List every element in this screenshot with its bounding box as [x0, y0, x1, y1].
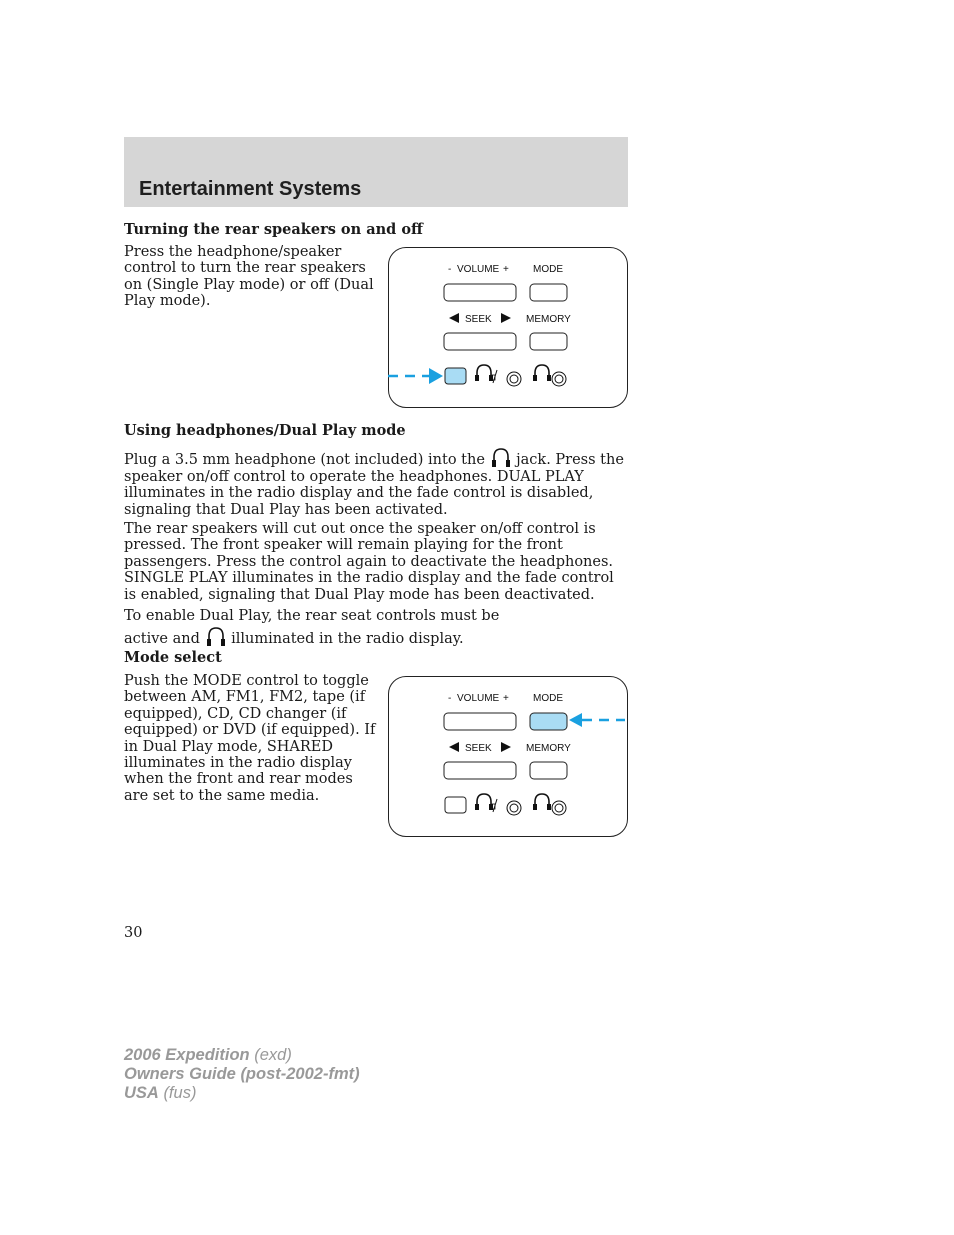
headphone-icon [533, 794, 551, 810]
dual-play-p3-start: To enable Dual Play, the rear seat controls must be active and [124, 608, 500, 647]
volume-plus-label: + [503, 693, 509, 704]
rear-controls-diagram-mode [388, 676, 628, 837]
footer-guide: Owners Guide (post-2002-fmt) [124, 1065, 360, 1083]
footer-line-1 [124, 1046, 360, 1065]
rear-speakers-paragraph: Press the headphone/speaker control to turn the rear speakers on (Single Play mode) or off (Dual Play mode). [124, 244, 374, 310]
footer-market-code: (fus) [163, 1084, 197, 1102]
memory-button[interactable] [530, 762, 567, 779]
seek-button[interactable] [444, 333, 516, 350]
volume-button[interactable] [444, 713, 516, 730]
volume-plus-label: + [503, 264, 509, 275]
document-footer [124, 1046, 360, 1103]
memory-label: MEMORY [526, 743, 571, 754]
rear-controls-panel-graphic-2 [389, 677, 627, 836]
seek-left-arrow-icon [449, 313, 459, 323]
footer-line-3 [124, 1084, 360, 1103]
footer-model-code: (exd) [254, 1046, 292, 1064]
volume-button[interactable] [444, 284, 516, 301]
seek-label: SEEK [465, 743, 492, 754]
headphone-speaker-icon [475, 794, 497, 812]
heading-rear-speakers: Turning the rear speakers on and off [124, 221, 423, 238]
seek-label: SEEK [465, 314, 492, 325]
mode-label: MODE [533, 693, 563, 704]
speaker-control-button[interactable] [445, 797, 466, 813]
dual-play-paragraph-2: The rear speakers will cut out once the speaker on/off control is pressed. The front speaker will remain playing for the front passengers. Press the control again to deactivate the headphones. SINGLE PLAY illuminates in the radio display and the fade control is enabled, signaling that Dual Play mode has been deactivated. [124, 521, 614, 603]
dual-play-paragraph-1 [124, 447, 628, 518]
page-number: 30 [124, 925, 143, 941]
heading-mode-select: Mode select [124, 649, 222, 666]
headphone-jack-1-icon [507, 372, 521, 386]
volume-label: VOLUME [457, 693, 500, 704]
seek-right-arrow-icon [501, 742, 511, 752]
dual-play-p1-end: jack. Press the speaker on/off control to operate the headphones. DUAL PLAY illuminates in the radio display and the fade control is disabled, signaling that Dual Play has been activated. [124, 452, 624, 518]
headphone-jack-1-icon [507, 801, 521, 815]
footer-model: 2006 Expedition [124, 1046, 250, 1064]
speaker-control-callout-arrow [386, 367, 444, 385]
volume-minus-label: - [448, 264, 452, 275]
volume-minus-label: - [448, 693, 452, 704]
mode-button-highlighted[interactable] [530, 713, 567, 730]
seek-left-arrow-icon [449, 742, 459, 752]
mode-label: MODE [533, 264, 563, 275]
mode-select-paragraph: Push the MODE control to toggle between AM, FM1, FM2, tape (if equipped), CD, CD changer (if equipped) or DVD (if equipped). If in Dual Play mode, SHARED illuminates in the radio display when the front and rear modes are set to the same media. [124, 673, 376, 804]
mode-button[interactable] [530, 284, 567, 301]
footer-market: USA [124, 1084, 159, 1102]
section-header-band [124, 137, 628, 207]
mode-control-callout-arrow [569, 713, 625, 727]
seek-right-arrow-icon [501, 313, 511, 323]
heading-headphones-dual-play: Using headphones/Dual Play mode [124, 422, 406, 439]
headphone-inline-icon-1 [490, 447, 512, 469]
memory-label: MEMORY [526, 314, 571, 325]
headphone-inline-icon-2 [205, 626, 227, 648]
memory-button[interactable] [530, 333, 567, 350]
dual-play-p3-end: illuminated in the radio display. [231, 630, 464, 647]
dual-play-paragraph-3 [124, 608, 544, 648]
headphone-jack-2-icon [552, 801, 566, 815]
section-title: Entertainment Systems [139, 178, 362, 200]
seek-button[interactable] [444, 762, 516, 779]
headphone-icon [533, 365, 551, 381]
dual-play-p1-start: Plug a 3.5 mm headphone (not included) into the [124, 452, 485, 468]
headphone-speaker-icon [475, 365, 497, 383]
volume-label: VOLUME [457, 264, 500, 275]
headphone-jack-2-icon [552, 372, 566, 386]
speaker-control-button[interactable] [445, 368, 466, 384]
